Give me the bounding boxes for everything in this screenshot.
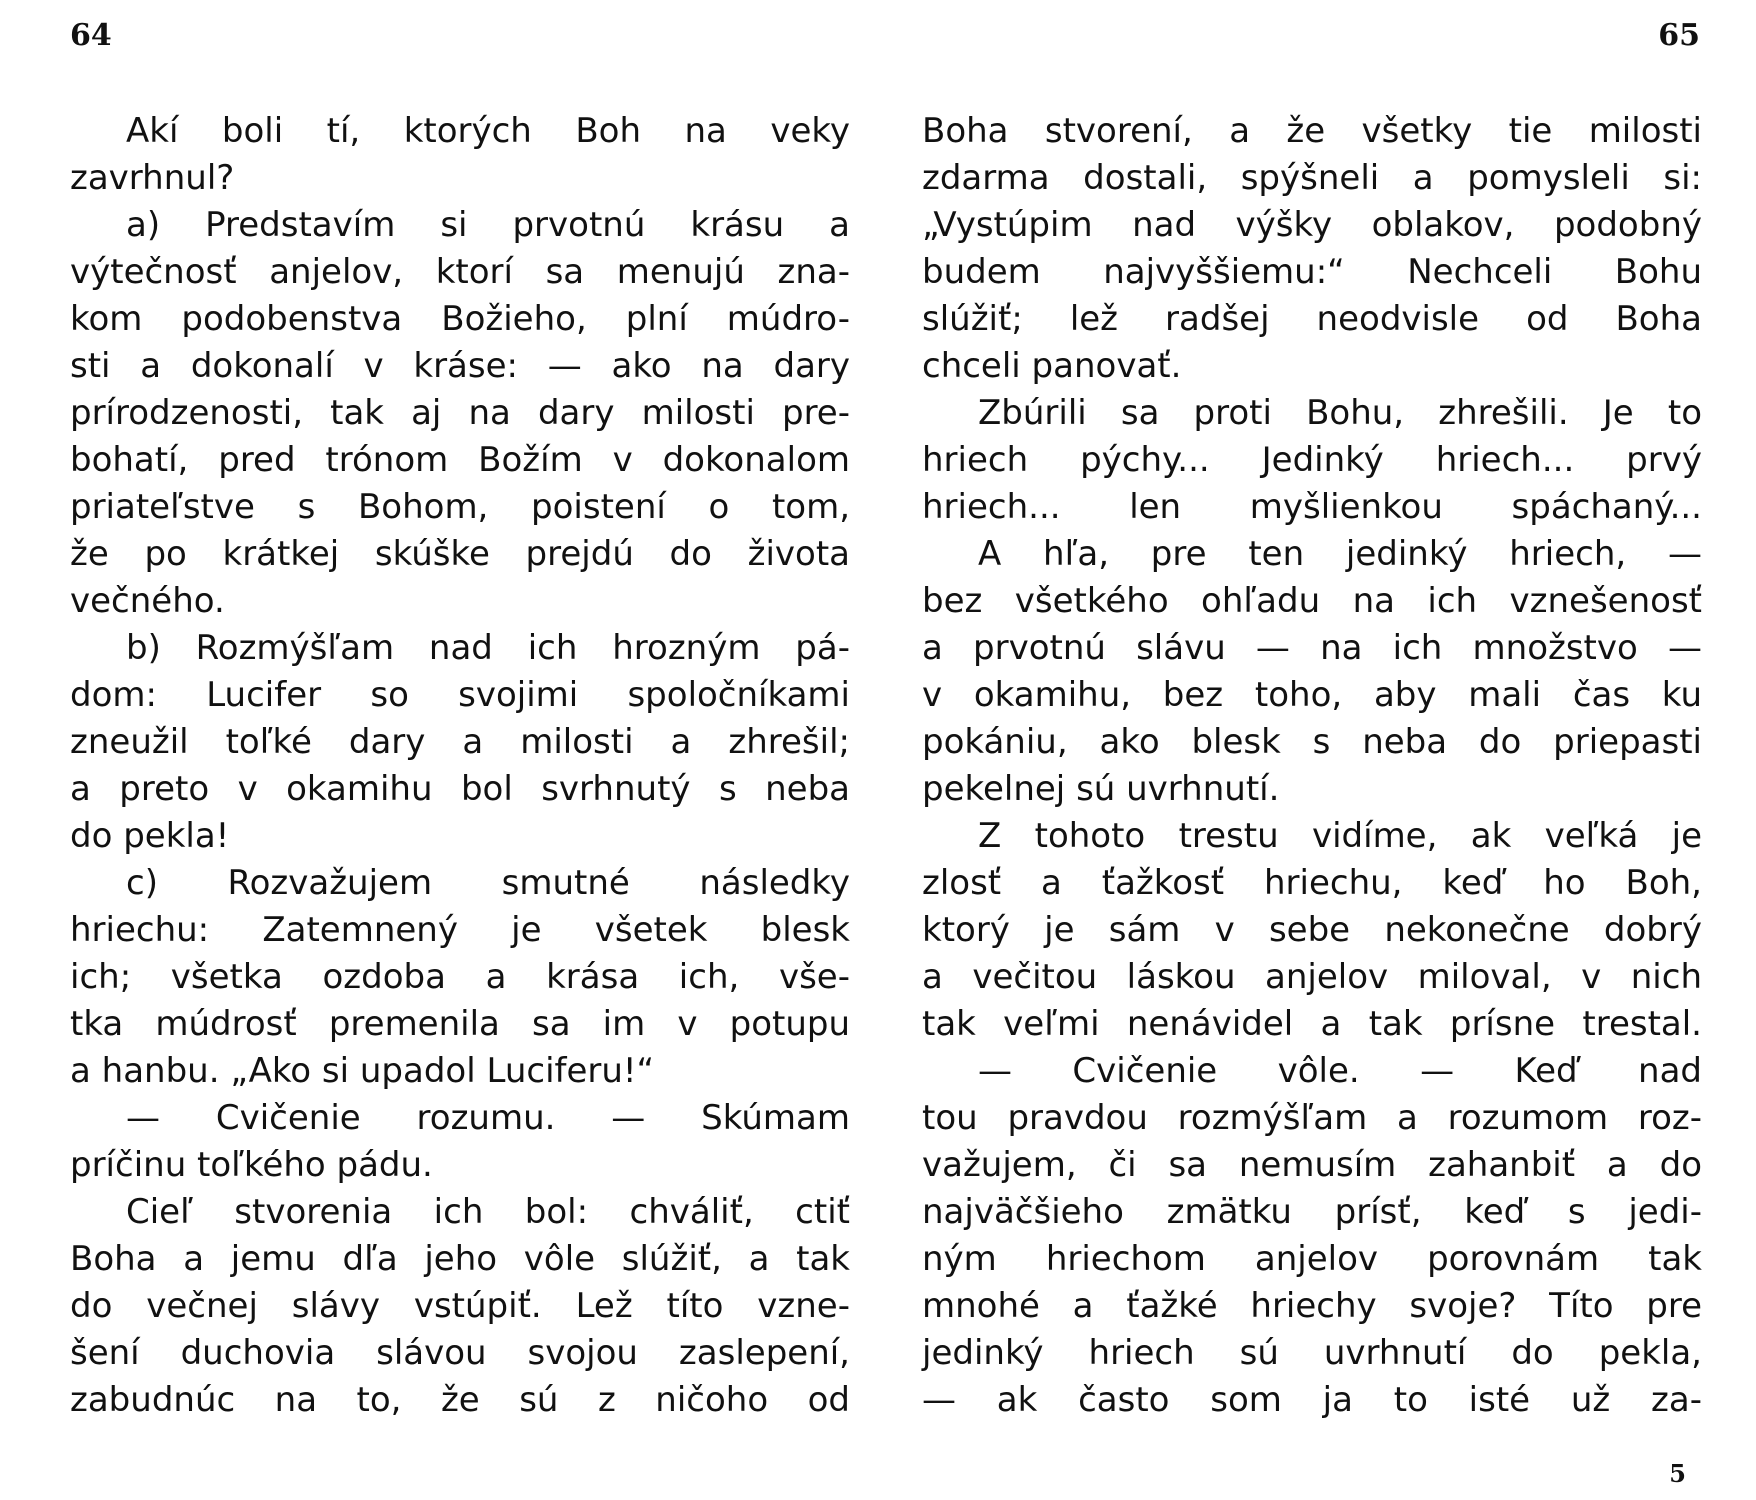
text-line: šení duchovia slávou svojou zaslepení,: [70, 1333, 850, 1373]
text-line: pokániu, ako blesk s neba do priepasti: [922, 722, 1702, 762]
text-line: — Cvičenie vôle. — Keď nad: [978, 1051, 1702, 1091]
page-number-left: 64: [70, 18, 112, 53]
text-line: — ak často som ja to isté už za-: [922, 1380, 1702, 1420]
text-line: zavrhnul?: [70, 158, 235, 198]
text-line: priateľstve s Bohom, poistení o tom,: [70, 487, 850, 527]
text-line: sti a dokonalí v kráse: — ako na dary: [70, 346, 850, 386]
text-line: prírodzenosti, tak aj na dary milosti pre-: [70, 393, 850, 433]
right-page-text: [922, 108, 1702, 1424]
text-line: zlosť a ťažkosť hriechu, keď ho Boh,: [922, 863, 1702, 903]
text-line: b) Rozmýšľam nad ich hrozným pá-: [126, 628, 850, 668]
text-line: najväčšieho zmätku prísť, keď s jedi-: [922, 1192, 1702, 1232]
text-line: važujem, či sa nemusím zahanbiť a do: [922, 1145, 1702, 1185]
text-line: ným hriechom anjelov porovnám tak: [922, 1239, 1702, 1279]
text-line: Boha stvorení, a že všetky tie milosti: [922, 111, 1702, 151]
text-line: slúžiť; lež radšej neodvisle od Boha: [922, 299, 1702, 339]
text-line: chceli panovať.: [922, 346, 1182, 386]
text-line: kom podobenstva Božieho, plní múdro-: [70, 299, 850, 339]
text-line: bez všetkého ohľadu na ich vznešenosť: [922, 581, 1702, 621]
text-line: do pekla!: [70, 816, 230, 856]
text-line: pekelnej sú uvrhnutí.: [922, 769, 1280, 809]
text-line: „Vystúpim nad výšky oblakov, podobný: [922, 205, 1702, 245]
signature-mark: 5: [1669, 1459, 1686, 1488]
text-line: hriech... len myšlienkou spáchaný...: [922, 487, 1702, 527]
text-line: mnohé a ťažké hriechy svoje? Títo pre: [922, 1286, 1702, 1326]
text-line: tak veľmi nenávidel a tak prísne trestal.: [922, 1004, 1702, 1044]
text-line: Boha a jemu dľa jeho vôle slúžiť, a tak: [70, 1239, 850, 1279]
text-line: a preto v okamihu bol svrhnutý s neba: [70, 769, 850, 809]
text-line: večného.: [70, 581, 225, 621]
text-line: — Cvičenie rozumu. — Skúmam: [126, 1098, 850, 1138]
text-line: A hľa, pre ten jedinký hriech, —: [978, 534, 1702, 574]
text-line: že po krátkej skúške prejdú do života: [70, 534, 850, 574]
text-line: zdarma dostali, spýšneli a pomysleli si:: [922, 158, 1702, 198]
text-line: a hanbu. „Ako si upadol Luciferu!“: [70, 1051, 655, 1091]
text-line: bohatí, pred trónom Božím v dokonalom: [70, 440, 850, 480]
right-page: [878, 0, 1756, 1500]
text-line: Akí boli tí, ktorých Boh na veky: [126, 111, 850, 151]
text-line: c) Rozvažujem smutné následky: [126, 863, 850, 903]
text-line: zabudnúc na to, že sú z ničoho od: [70, 1380, 850, 1420]
text-line: a) Predstavím si prvotnú krásu a: [126, 205, 850, 245]
page-number-right: 65: [1658, 18, 1700, 53]
text-line: ktorý je sám v sebe nekonečne dobrý: [922, 910, 1702, 950]
text-line: zneužil toľké dary a milosti a zhrešil;: [70, 722, 850, 762]
left-page-text: [70, 108, 850, 1424]
text-line: jedinký hriech sú uvrhnutí do pekla,: [922, 1333, 1702, 1373]
text-line: Zbúrili sa proti Bohu, zhrešili. Je to: [978, 393, 1702, 433]
text-line: a prvotnú slávu — na ich množstvo —: [922, 628, 1702, 668]
text-line: tou pravdou rozmýšľam a rozumom roz-: [922, 1098, 1702, 1138]
text-line: dom: Lucifer so svojimi spoločníkami: [70, 675, 850, 715]
text-line: budem najvyššiemu:“ Nechceli Bohu: [922, 252, 1702, 292]
text-line: výtečnosť anjelov, ktorí sa menujú zna-: [70, 252, 850, 292]
text-line: Cieľ stvorenia ich bol: chváliť, ctiť: [126, 1192, 850, 1232]
text-line: Z tohoto trestu vidíme, ak veľká je: [978, 816, 1702, 856]
text-line: do večnej slávy vstúpiť. Lež títo vzne-: [70, 1286, 850, 1326]
text-line: a večitou láskou anjelov miloval, v nich: [922, 957, 1702, 997]
text-line: v okamihu, bez toho, aby mali čas ku: [922, 675, 1702, 715]
text-line: ich; všetka ozdoba a krása ich, vše-: [70, 957, 850, 997]
text-line: tka múdrosť premenila sa im v potupu: [70, 1004, 850, 1044]
text-line: hriech pýchy... Jedinký hriech... prvý: [922, 440, 1702, 480]
text-line: hriechu: Zatemnený je všetek blesk: [70, 910, 850, 950]
text-line: príčinu toľkého pádu.: [70, 1145, 433, 1185]
